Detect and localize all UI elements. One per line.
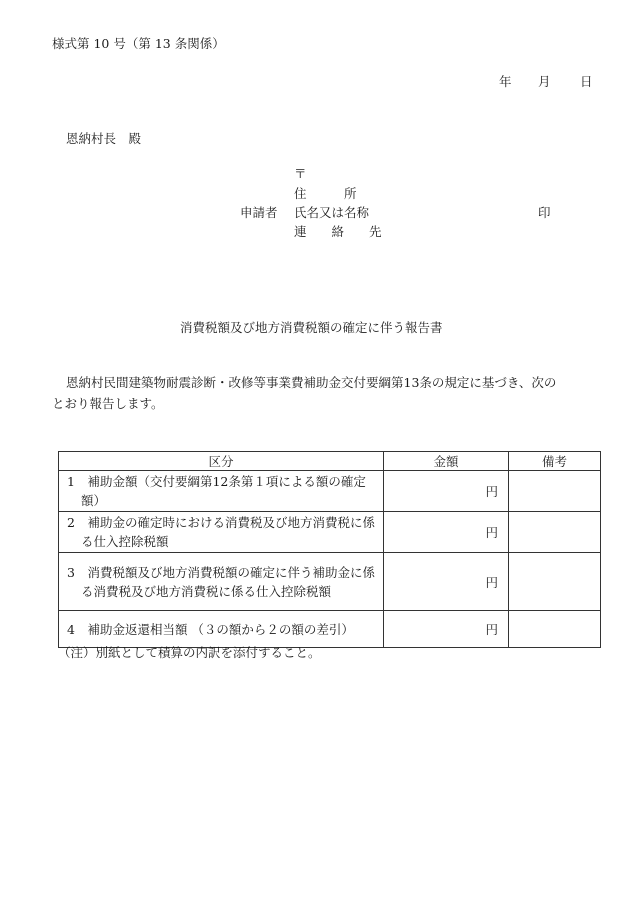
postal-mark: 〒 [294, 166, 307, 181]
row-amount-cell [384, 611, 509, 648]
row-category: 2 補助金の確定時における消費税及び地方消費税に係る仕入控除税額 [59, 512, 384, 553]
row-remarks [509, 553, 601, 611]
yen-unit: 円 [485, 622, 498, 637]
table-row [59, 471, 601, 512]
yen-unit: 円 [485, 525, 498, 540]
body-text-line-2: とおり報告します。 [52, 396, 164, 411]
row-remarks [509, 471, 601, 512]
header-amount: 金額 [384, 452, 509, 471]
form-number: 様式第 10 号（第 13 条関係） [52, 36, 225, 51]
report-table [58, 451, 601, 648]
body-text-line-1: 恩納村民間建築物耐震診断・改修等事業費補助金交付要綱第13条の規定に基づき、次の [66, 375, 557, 390]
contact-label: 連 絡 先 [294, 224, 382, 239]
document-title: 消費税額及び地方消費税額の確定に伴う報告書 [180, 320, 443, 335]
row-category: 3 消費税額及び地方消費税額の確定に伴う補助金に係る消費税及び地方消費税に係る仕入控除税額 [59, 553, 384, 611]
name-label: 氏名又は名称 [294, 205, 370, 220]
table-row [59, 611, 601, 648]
row-amount-cell [384, 512, 509, 553]
applicant-role-label: 申請者 [240, 205, 278, 220]
table-note: （注）別紙として積算の内訳を添付すること。 [58, 645, 321, 660]
table-row [59, 553, 601, 611]
table-row [59, 512, 601, 553]
yen-unit: 円 [485, 574, 498, 590]
seal-mark: 印 [538, 205, 551, 220]
row-remarks [509, 611, 601, 648]
row-remarks [509, 512, 601, 553]
row-category: 1 補助金額（交付要綱第12条第１項による額の確定額） [59, 471, 384, 512]
table-header-row [59, 452, 601, 471]
header-remarks: 備考 [509, 452, 601, 471]
yen-unit: 円 [485, 484, 498, 499]
row-category: 4 補助金返還相当額 （３の額から２の額の差引） [59, 611, 384, 648]
addressee: 恩納村長 殿 [66, 131, 142, 146]
date-year: 年 [499, 74, 512, 89]
row-amount-cell [384, 471, 509, 512]
row-amount-cell [384, 553, 509, 611]
address-label: 住 所 [294, 186, 357, 201]
date-month: 月 [538, 74, 551, 89]
date-day: 日 [580, 74, 593, 89]
header-category: 区分 [59, 452, 384, 471]
